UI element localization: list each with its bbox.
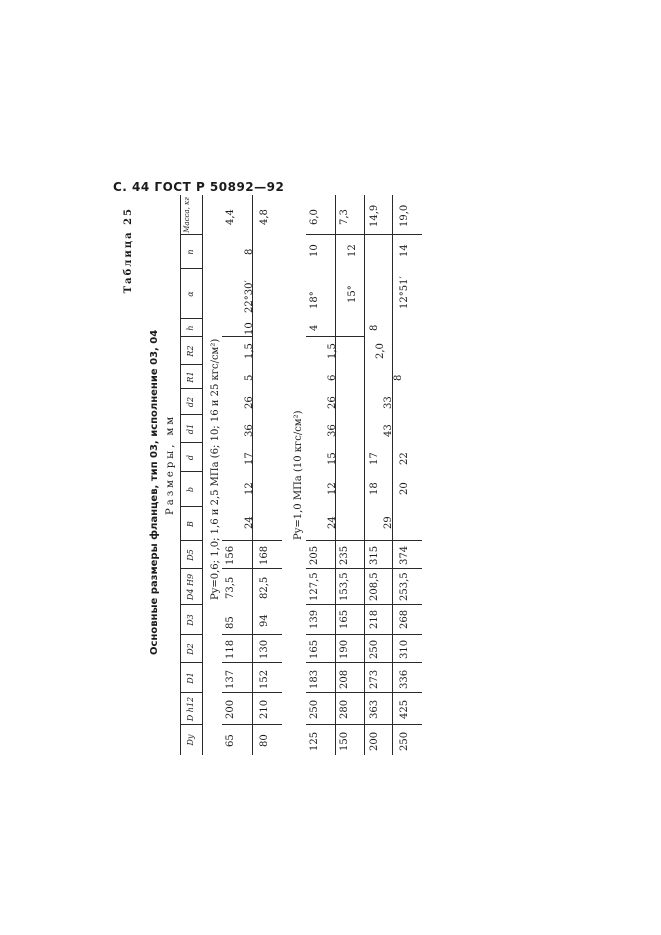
col-header-d: D h12 — [186, 696, 195, 722]
cell-d: 200 — [225, 699, 236, 719]
cell-d: 210 — [259, 699, 270, 719]
cell-b: 20 — [399, 482, 410, 495]
cell-d1: 137 — [225, 669, 236, 689]
cell-b: 12 — [327, 482, 338, 495]
cell-b-cap: 29 — [383, 516, 394, 529]
cell-alpha: 22°30′ — [244, 280, 255, 313]
cell-n: 10 — [309, 244, 320, 257]
cell-dy: 80 — [259, 734, 270, 747]
cell-dy: 65 — [225, 734, 236, 747]
cell-d5: 156 — [225, 545, 236, 565]
page-header: С. 44 ГОСТ Р 50892—92 — [113, 180, 285, 194]
cell-d2: 250 — [369, 639, 380, 659]
cell-d1-small: 43 — [383, 424, 394, 437]
cell-h: 4 — [309, 324, 320, 331]
cell-mass: 7,3 — [339, 209, 350, 225]
cell-r1: 8 — [393, 374, 404, 381]
cell-r1: 6 — [327, 374, 338, 381]
cell-d1: 152 — [259, 669, 270, 689]
cell-mass: 6,0 — [309, 209, 320, 225]
cell-dy: 250 — [399, 731, 410, 751]
table-title: Основные размеры фланцев, тип 03, исполнение 03, 04 — [149, 329, 160, 655]
col-header-r2: R2 — [186, 345, 195, 357]
table-number: Таблица 25 — [123, 207, 134, 294]
cell-d4: 73,5 — [225, 576, 236, 599]
cell-b-cap: 24 — [244, 516, 255, 529]
cell-b-cap: 24 — [327, 516, 338, 529]
cell-mass: 19,0 — [399, 204, 410, 227]
cell-d1-small: 36 — [327, 424, 338, 437]
cell-d3: 165 — [339, 609, 350, 629]
cell-d3: 94 — [259, 614, 270, 627]
cell-d: 425 — [399, 699, 410, 719]
cell-mass: 14,9 — [369, 204, 380, 227]
col-header-mass: Масса, кг — [183, 197, 191, 233]
cell-dy: 125 — [309, 731, 320, 751]
cell-alpha: 18° — [309, 291, 320, 309]
cell-d1-small: 36 — [244, 424, 255, 437]
col-header-d-small: d — [186, 454, 195, 461]
col-header-alpha: α — [186, 291, 195, 297]
cell-d4: 208,5 — [369, 572, 380, 601]
col-header-b: b — [186, 486, 195, 493]
rotated-table-page — [122, 195, 462, 755]
col-header-b-cap: B — [186, 521, 195, 527]
col-header-d2-small: d2 — [186, 396, 195, 408]
cell-d5: 235 — [339, 545, 350, 565]
table-subtitle: Размеры, мм — [165, 413, 176, 515]
cell-h: 10 — [244, 322, 255, 335]
cell-d4: 253,5 — [399, 572, 410, 601]
col-header-d3: D3 — [186, 614, 195, 626]
cell-d-small: 17 — [369, 452, 380, 465]
cell-dy: 200 — [369, 731, 380, 751]
cell-d2-small: 33 — [383, 396, 394, 409]
cell-alpha: 15° — [347, 285, 358, 303]
cell-r2: 1,5 — [327, 343, 338, 359]
cell-d5: 374 — [399, 545, 410, 565]
col-header-n: n — [186, 249, 195, 255]
cell-d-small: 22 — [399, 452, 410, 465]
col-header-d2: D2 — [186, 643, 195, 655]
cell-d4: 153,5 — [339, 572, 350, 601]
cell-n: 14 — [399, 244, 410, 257]
cell-d2: 190 — [339, 639, 350, 659]
cell-d5: 168 — [259, 545, 270, 565]
cell-d1: 273 — [369, 669, 380, 689]
cell-d: 280 — [339, 699, 350, 719]
section-note-1: Py=0,6; 1,0; 1,6 и 2,5 МПа (6; 10; 16 и 25 кгс/см²) — [210, 338, 221, 600]
cell-r1: 5 — [244, 374, 255, 381]
cell-d-small: 17 — [244, 452, 255, 465]
cell-d2: 310 — [399, 639, 410, 659]
cell-b: 12 — [244, 482, 255, 495]
cell-b: 18 — [369, 482, 380, 495]
cell-d2: 130 — [259, 639, 270, 659]
cell-r2: 1,5 — [244, 343, 255, 359]
cell-d5: 315 — [369, 545, 380, 565]
cell-d: 250 — [309, 699, 320, 719]
cell-d3: 268 — [399, 609, 410, 629]
cell-d2: 118 — [225, 639, 236, 659]
cell-d3: 218 — [369, 609, 380, 629]
cell-d4: 127,5 — [309, 572, 320, 601]
cell-d2-small: 26 — [327, 396, 338, 409]
cell-dy: 150 — [339, 731, 350, 751]
cell-d5: 205 — [309, 545, 320, 565]
cell-d2-small: 26 — [244, 396, 255, 409]
col-header-r1: R1 — [186, 371, 195, 383]
col-header-d5: D5 — [186, 549, 195, 561]
cell-alpha: 12°51′ — [399, 276, 410, 309]
cell-h: 8 — [369, 324, 380, 331]
cell-d4: 82,5 — [259, 576, 270, 599]
cell-n: 8 — [244, 248, 255, 255]
cell-n: 12 — [347, 244, 358, 257]
cell-d-small: 15 — [327, 452, 338, 465]
cell-r2: 2,0 — [375, 343, 386, 359]
col-header-d1: D1 — [186, 672, 195, 684]
cell-d: 363 — [369, 699, 380, 719]
cell-d3: 85 — [225, 616, 236, 629]
cell-d1: 183 — [309, 669, 320, 689]
col-header-d1-small: d1 — [186, 423, 195, 435]
cell-d3: 139 — [309, 609, 320, 629]
cell-mass: 4,8 — [259, 209, 270, 225]
cell-d2: 165 — [309, 639, 320, 659]
col-header-dy: Dy — [186, 734, 195, 746]
cell-d1: 336 — [399, 669, 410, 689]
cell-d1: 208 — [339, 669, 350, 689]
col-header-d4: D4 H9 — [186, 573, 195, 601]
section-note-2: Py=1,0 МПа (10 кгс/см²) — [293, 410, 304, 540]
col-header-h: h — [186, 325, 195, 331]
cell-mass: 4,4 — [225, 209, 236, 225]
